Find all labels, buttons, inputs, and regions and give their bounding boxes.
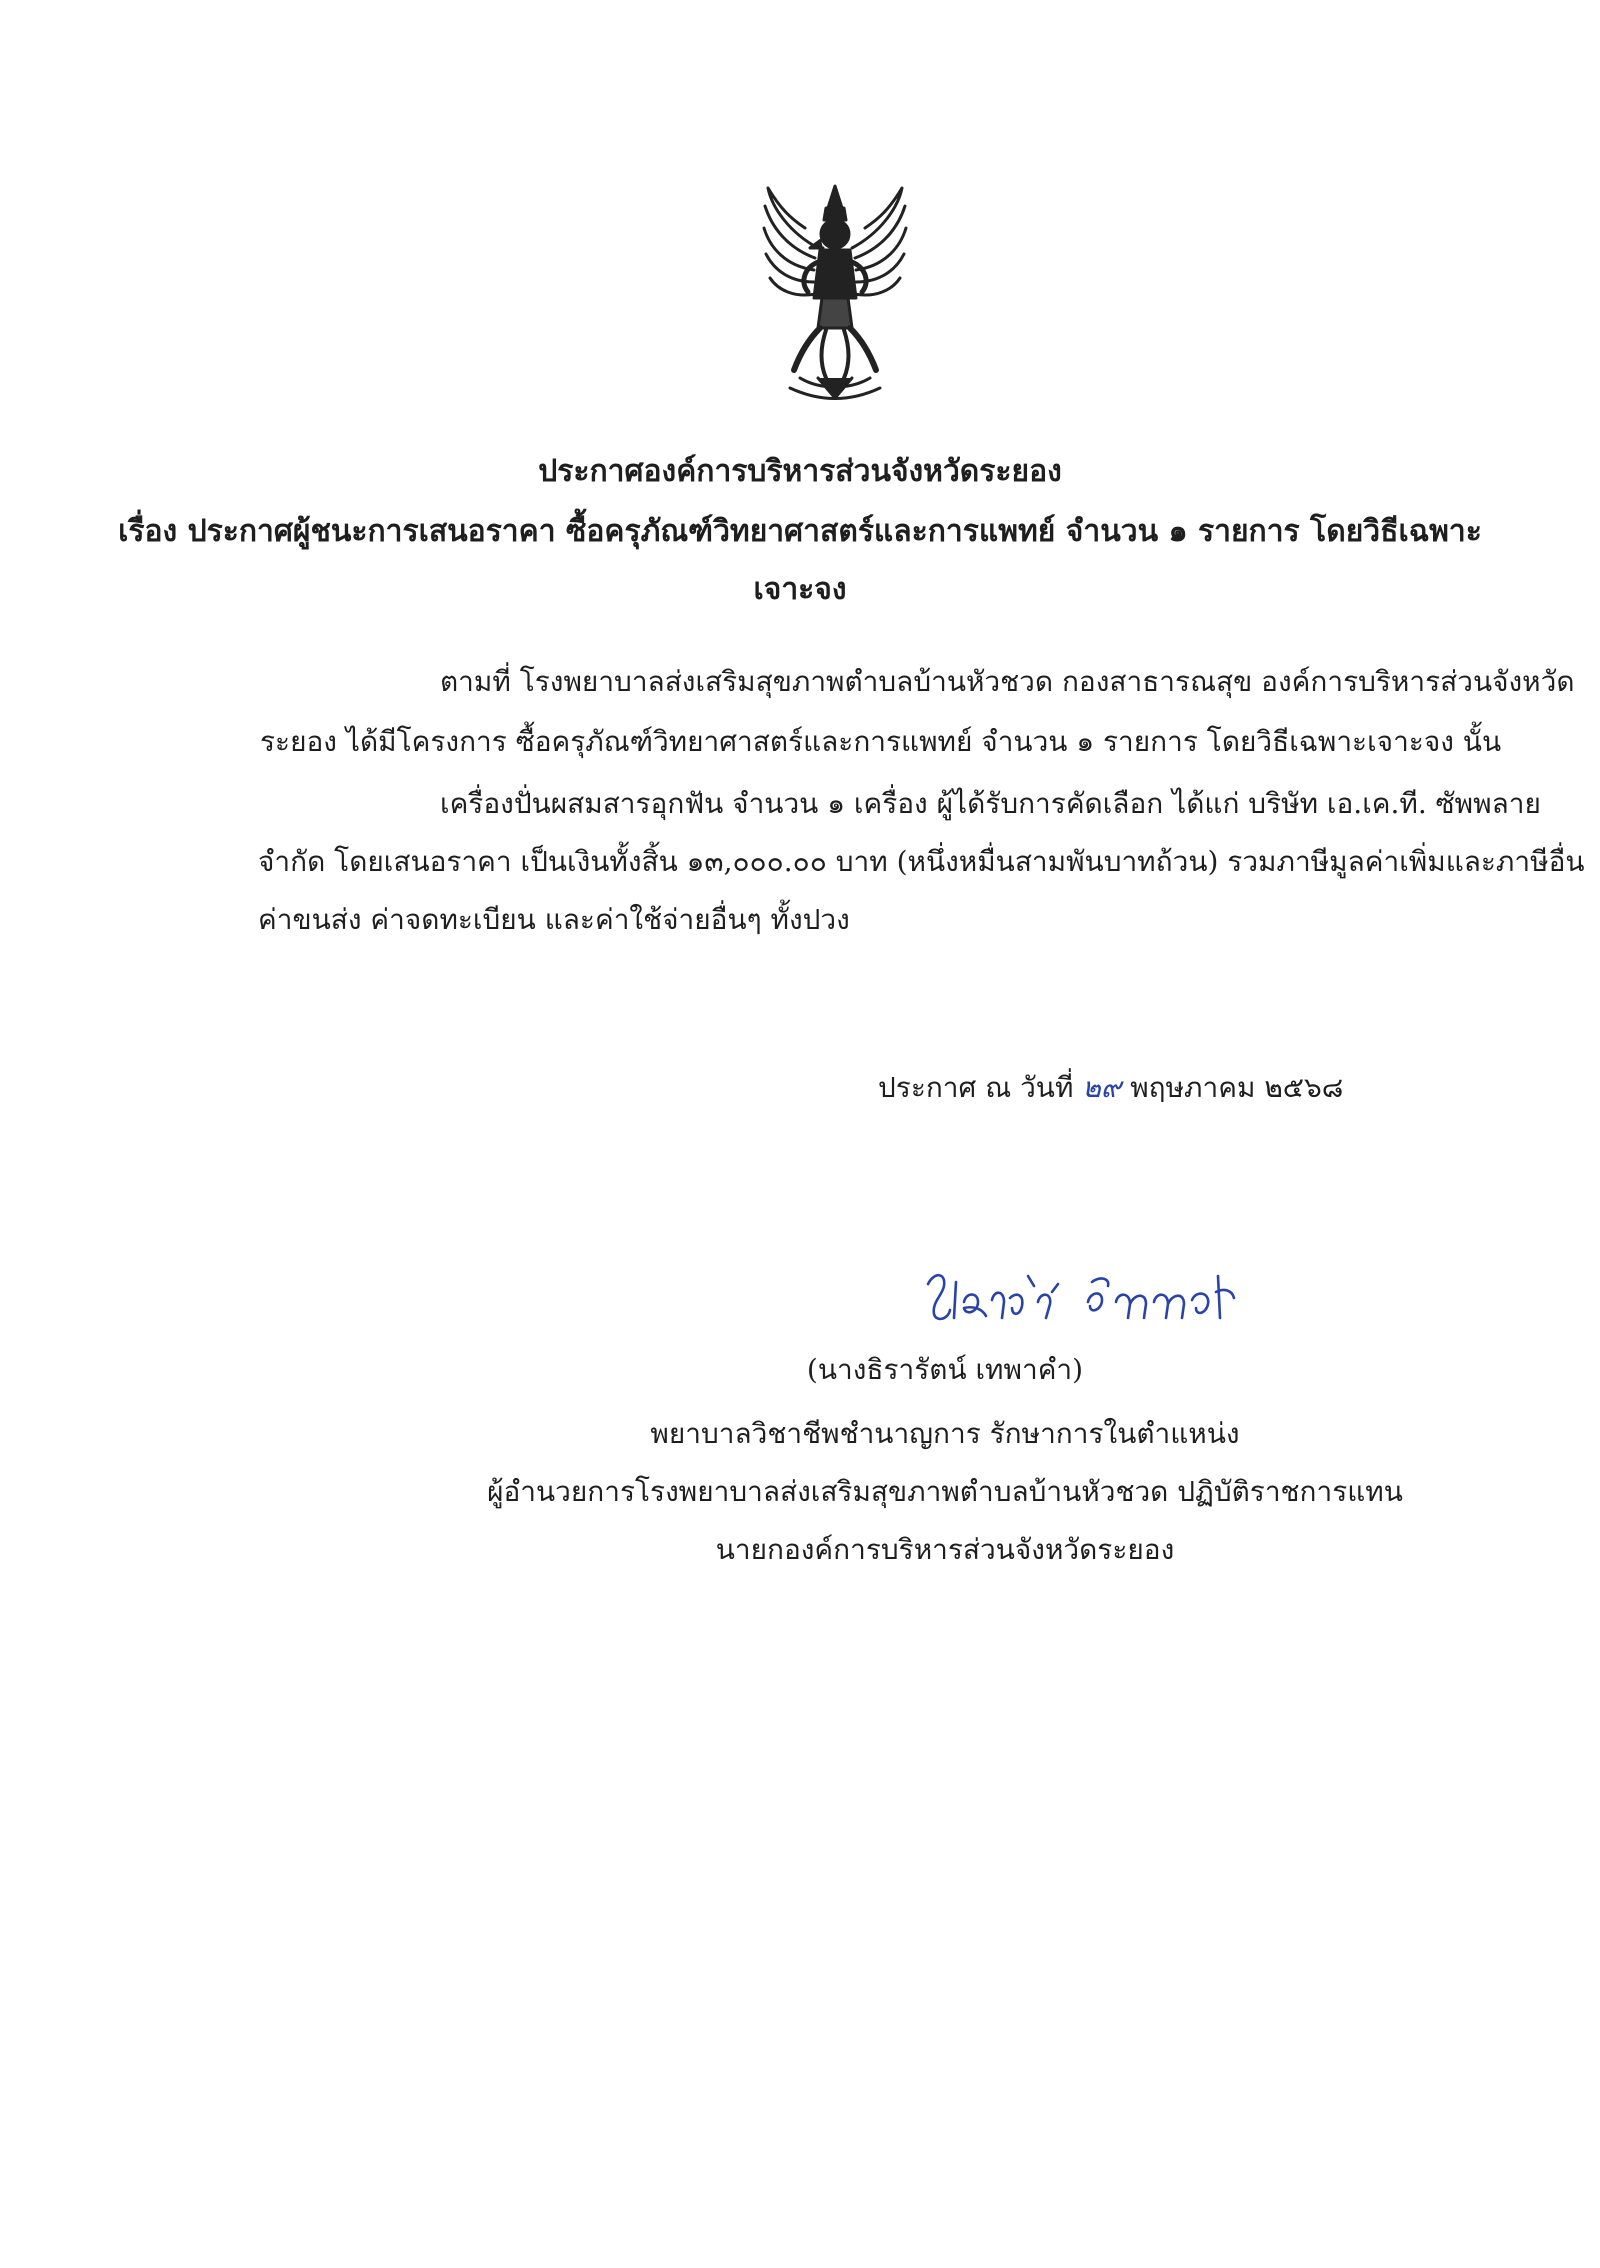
date-day: ๒๙ — [1082, 1071, 1122, 1104]
body-line-5: ค่าขนส่ง ค่าจดทะเบียน และค่าใช้จ่ายอื่นๆ ทั้งปวง — [258, 903, 850, 936]
org-title: ประกาศองค์การบริหารส่วนจังหวัดระยอง — [538, 454, 1062, 489]
body-line-1: ตามที่ โรงพยาบาลส่งเสริมสุขภาพตำบลบ้านหัวชวด กองสาธารณสุข องค์การบริหารส่วนจังหวัด — [440, 665, 1575, 698]
body-line-2: ระยอง ได้มีโครงการ ซื้อครุภัณฑ์วิทยาศาสตร์และการแพทย์ จำนวน ๑ รายการ โดยวิธีเฉพาะเจาะจง นั้น — [260, 725, 1502, 758]
signatory-position-3: นายกองค์การบริหารส่วนจังหวัดระยอง — [715, 1533, 1175, 1566]
subject-line-1: เรื่อง ประกาศผู้ชนะการเสนอราคา ซื้อครุภัณฑ์วิทยาศาสตร์และการแพทย์ จำนวน ๑ รายการ โดยวิธีเฉพาะ — [118, 514, 1482, 549]
signatory-name: (นางธิรารัตน์ เทพาคำ) — [806, 1353, 1084, 1386]
body-line-3: เครื่องปั่นผสมสารอุกฟัน จำนวน ๑ เครื่อง ผู้ได้รับการคัดเลือก ได้แก่ บริษัท เอ.เค.ที. ซัพพลาย — [440, 787, 1541, 820]
body-line-4: จำกัด โดยเสนอราคา เป็นเงินทั้งสิ้น ๑๓,๐๐๐.๐๐ บาท (หนึ่งหมื่นสามพันบาทถ้วน) รวมภาษีมูลค่าเพิ่มและภาษีอื่น — [258, 845, 1585, 878]
handwritten-signature — [920, 1262, 1250, 1342]
date-month-year: พฤษภาคม ๒๕๖๘ — [1130, 1071, 1344, 1104]
signatory-position-2: ผู้อำนวยการโรงพยาบาลส่งเสริมสุขภาพตำบลบ้านหัวชวด ปฏิบัติราชการแทน — [487, 1475, 1403, 1508]
subject-line-2: เจาะจง — [753, 572, 847, 607]
announcement-date — [878, 1066, 1343, 1110]
garuda-emblem-icon — [760, 178, 910, 403]
signatory-position-1: พยาบาลวิชาชีพชำนาญการ รักษาการในตำแหน่ง — [650, 1417, 1240, 1450]
date-prefix: ประกาศ ณ วันที่ — [878, 1071, 1074, 1104]
